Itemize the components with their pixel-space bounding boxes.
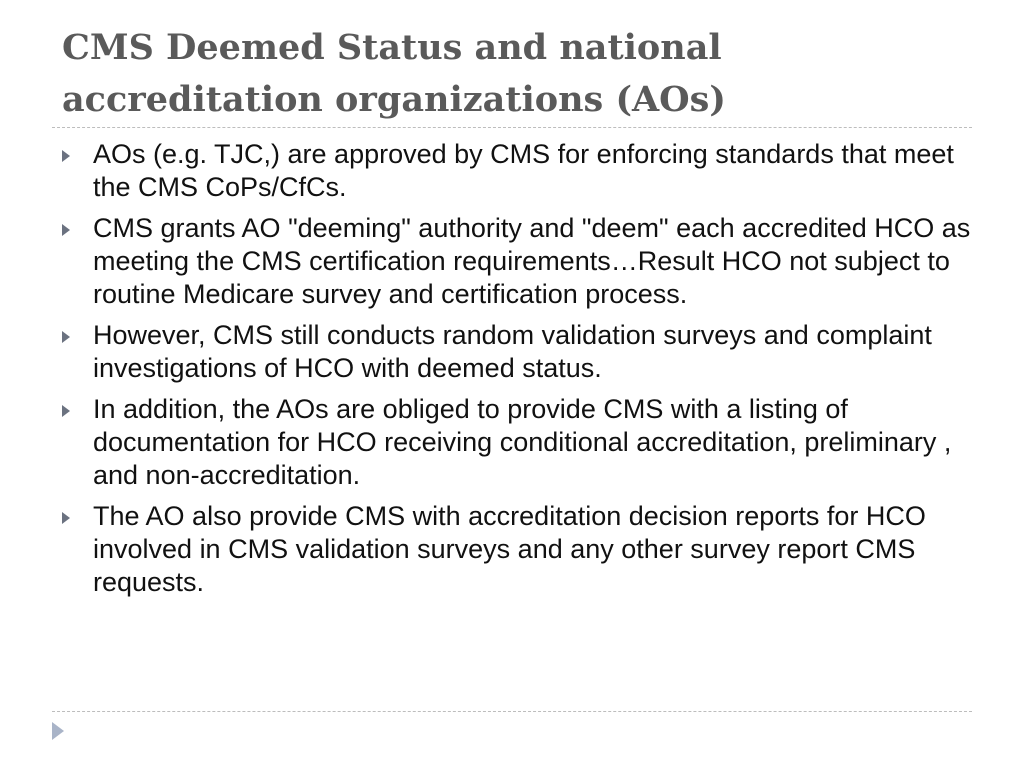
triangle-bullet-icon [62,405,70,417]
bullet-list [62,138,972,607]
list-item [62,319,972,385]
footer-divider [52,711,972,712]
bullet-text: CMS grants AO "deeming" authority and "deem" each accredited HCO as meeting the CMS certification requirements…Result HCO not subject to routine Medicare survey and certification process. [93,213,971,309]
bullet-text: AOs (e.g. TJC,) are approved by CMS for enforcing standards that meet the CMS CoPs/CfCs. [93,139,954,202]
list-item [62,138,972,204]
title-divider [52,127,972,128]
list-item [62,500,972,599]
list-item [62,212,972,311]
triangle-bullet-icon [62,512,70,524]
bullet-text: However, CMS still conducts random validation surveys and complaint investigations of HCO with deemed status. [93,320,932,383]
slide-title: CMS Deemed Status and national accreditation organizations (AOs) [62,27,726,120]
triangle-bullet-icon [62,224,70,236]
list-item [62,393,972,492]
bullet-text: The AO also provide CMS with accreditation decision reports for HCO involved in CMS validation surveys and any other survey report CMS requests. [93,501,926,597]
triangle-bullet-icon [62,150,70,162]
triangle-bullet-icon [62,331,70,343]
bullet-text: In addition, the AOs are obliged to provide CMS with a listing of documentation for HCO receiving conditional accreditation, preliminary , and non-accreditation. [93,394,952,490]
next-slide-arrow-icon[interactable] [52,722,64,740]
